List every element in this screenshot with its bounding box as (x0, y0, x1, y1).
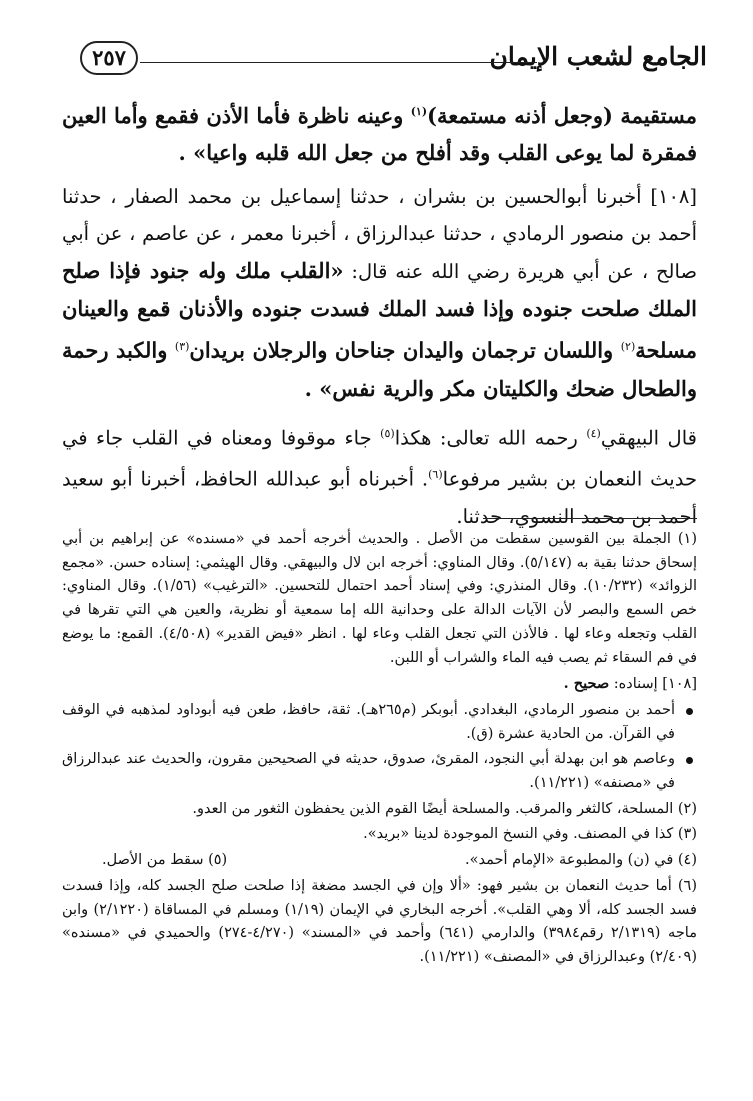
narrator-note (62, 699, 697, 746)
hadith-text: والكبد رحمة والطحال ضحك والكليتان مكر والرية نفس» . (62, 337, 697, 401)
footnote-ref-4: (٤) (586, 426, 601, 440)
footnote-ref-3: (٣) (174, 340, 190, 353)
header-rule (140, 62, 537, 63)
footnote-ref-1: (١) (410, 105, 428, 118)
footnote-5: (٥) سقط من الأصل. (102, 852, 228, 869)
footnote-1: (١) الجملة بين القوسين سقطت من الأصل . والحديث أخرجه أحمد في «مسنده» عن إبراهيم بن أبي إسحاق حدثنا بقية به (٥/١٤٧). وقال المناوي: أخرجه ابن لال والبيهقي. وقال الهيثمي: إسناده حسن. «مجمع الزوائد» (١٠/٢٣٢). وقال المنذري: وفي إسناد أحمد احتمال للتحسين. «الترغيب» (١/٥٦). وقال المناوي: خص السمع والبصر لأن الآيات الدالة على وحدانية الله إما سمعية أو نظرية، والعين هي التي تقرها في القلب وتجعله وعاء لها . فالأذن التي تجعل القلب وعاء لها . انظر «فيض القدير» (٤/٥٠٨). القمع: ما يوضع في فم السقاء ثم يصب فيه الماء والشراب أو اللبن. (62, 531, 698, 666)
bullet-icon (686, 708, 693, 715)
narrator-note (62, 748, 697, 795)
paragraph-text: . أخبرناه أبو عبدالله الحافظ، أخبرنا أبو سعيد أحمد بن محمد النسوي، حدثنا. (62, 467, 697, 528)
footnote-ref-2: (٢) (620, 340, 636, 353)
footnotes-4-5 (62, 849, 697, 873)
footnote-ref-6: (٦) (428, 468, 443, 481)
hadith-text: واللسان ترجمان واليدان جناحان والرجلان بريدان (189, 337, 621, 363)
paragraph-text: قال البيهقي (600, 426, 697, 449)
footnote-3: (٣) كذا في المصنف. وفي النسخ الموجودة لدينا «بريد». (363, 826, 697, 843)
footnote-separator (483, 518, 697, 519)
isnad-grade: صحيح . (563, 675, 610, 693)
paragraph-hadith-continuation (62, 93, 697, 171)
isnad-grade-line (62, 672, 697, 697)
narrator-note-text: وعاصم هو ابن بهدلة أبي النجود، المقرئ، صدوق، حديثه في الصحيحين مقرون، والحديث عند عبدالرزاق في «مصنفه» (١١/٢٢١). (62, 751, 675, 792)
page-number: ٢٥٧ (80, 41, 138, 75)
footnote-2: (٢) المسلحة، كالثغر والمرقب. والمسلحة أيضًا القوم الذين يحفظون الثغور من العدو. (192, 800, 697, 817)
bullet-icon (686, 757, 693, 764)
footnote-4: (٤) في (ن) والمطبوعة «الإمام أحمد». (465, 852, 697, 869)
hadith-text: «القلب ملك وله جنود فإذا صلح الملك صلحت جنوده وإذا فسد الملك فسدت جنوده والأذنان قمع والعينان مسلحة (62, 258, 697, 363)
main-text (62, 93, 697, 542)
paragraph-text: رحمه الله تعالى: هكذا (394, 426, 587, 449)
running-title: الجامع لشعب الإيمان (489, 42, 707, 71)
narrator-note-text: أحمد بن منصور الرمادي، البغدادي. أبوبكر (م٢٦٥هـ). ثقة، حافظ، طعن فيه أبوداود لمذهبه في الوقف في القرآن. من الحادية عشرة (ق). (62, 701, 675, 742)
isnad-label: [١٠٨] إسناده: (609, 676, 697, 693)
paragraph-bayhaqi (62, 415, 697, 535)
isnad-text: [١٠٨] أخبرنا أبوالحسين بن بشران ، حدثنا إسماعيل بن محمد الصفار ، حدثنا أحمد بن منصور الرمادي ، حدثنا عبدالرزاق ، أخبرنا معمر ، عن عاصم ، عن أبي صالح ، عن أبي هريرة رضي الله عنه قال: (62, 185, 697, 283)
footnote-6: (٦) أما حديث النعمان بن بشير فهو: «ألا وإن في الجسد مضغة إذا صلحت صلح الجسد كله، وإذا فسدت فسد الجسد كله، ألا وهي القلب». أخرجه البخاري في الإيمان (١/١٩) ومسلم في المساقاة (٢/١٢٢٠) وابن ماجه (٢/١٣١٩ رقم٣٩٨٤) والدارمي (٦٤١) وأحمد في «المسند» (٤/٢٧٠-٢٧٤) والحميدي في «مسنده» (٢/٤٠٩) وعبدالرزاق في «المصنف» (١١/٢٢١). (62, 877, 697, 965)
paragraph-hadith-108 (62, 178, 697, 408)
footnote-ref-5: (٥) (380, 426, 395, 440)
paragraph-text: مستقيمة (وجعل أذنه مستمعة) (427, 103, 697, 128)
footnotes (62, 528, 697, 972)
paragraph-text: وعينه ناظرة فأما الأذن فقمع وأما العين فمقرة لما يوعى القلب وقد أفلح من جعل الله قلبه واعيا» . (62, 103, 697, 165)
page-header (80, 38, 707, 82)
paragraph-text: جاء موقوفا ومعناه في القلب جاء في حديث النعمان بن بشير مرفوعا (62, 426, 698, 491)
